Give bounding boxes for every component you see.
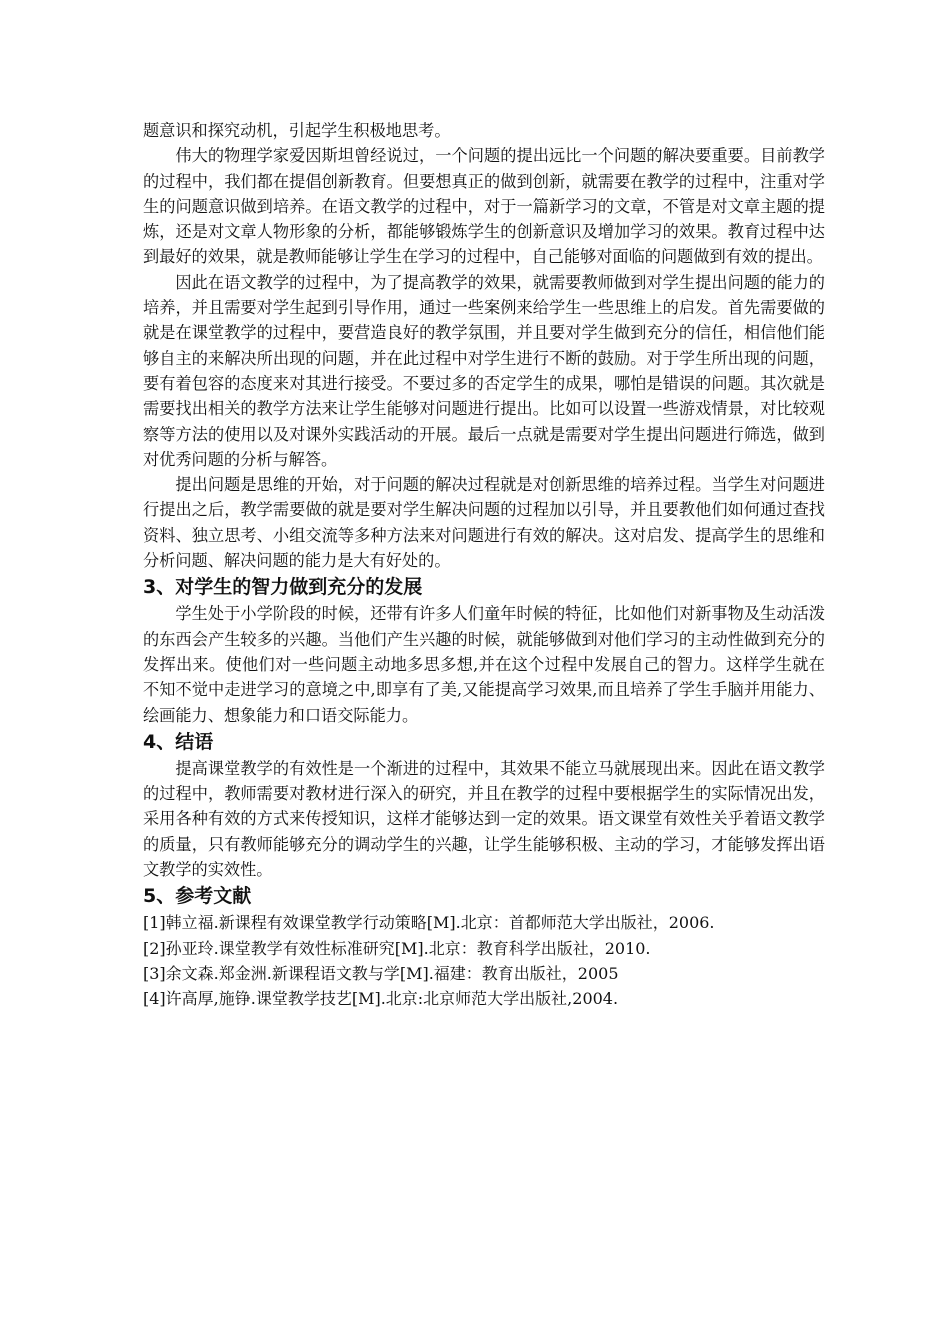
paragraph-questioning-ability: 因此在语文教学的过程中，为了提高教学的效果，就需要教师做到对学生提出问题的能力的培养，并且需要对学生起到引导作用，通过一些案例来给学生一些思维上的启发。首先需要做的就是在课堂教学的过程中，要营造良好的教学氛围，并且要对学生做到充分的信任，相信他们能够自主的来解决所出现的问题，并在此过程中对学生进行不断的鼓励。对于学生所出现的问题，要有着包容的态度来对其进行接受。不要过多的否定学生的成果，哪怕是错误的问题。其次就是需要找出相关的教学方法来让学生能够对问题进行提出。比如可以设置一些游戏情景，对比较观察等方法的使用以及对课外实践活动的开展。最后一点就是需要对学生提出问题进行筛选，做到对优秀问题的分析与解答。: [143, 272, 825, 469]
reference-item: [2]孙亚玲.课堂教学有效性标准研究[M].北京：教育科学出版社，2010.: [143, 938, 651, 958]
paragraph-continued: 题意识和探究动机，引起学生积极地思考。: [143, 121, 451, 140]
paragraph-problem-solving: 提出问题是思维的开始，对于问题的解决过程就是对创新思维的培养过程。当学生对问题进行提出之后，教学需要做的就是要对学生解决问题的过程加以引导，并且要教他们如何通过查找资料、独立思考、小组交流等多种方法来对问题进行有效的解决。这对启发、提高学生的思维和分析问题、解决问题的能力是大有好处的。: [143, 475, 825, 571]
reference-item: [3]余文森.郑金洲.新课程语文教与学[M].福建：教育出版社，2005: [143, 963, 619, 983]
reference-item: [1]韩立福.新课程有效课堂教学行动策略[M].北京：首都师范大学出版社，2006.: [143, 913, 715, 933]
document-page: [143, 118, 825, 1012]
section-4-paragraph: 提高课堂教学的有效性是一个渐进的过程中，其效果不能立马就展现出来。因此在语文教学的过程中，教师需要对教材进行深入的研究，并且在教学的过程中要根据学生的实际情况出发，采用各种有效的方式来传授知识，这样才能够达到一定的效果。语文课堂有效性关乎着语文教学的质量，只有教师能够充分的调动学生的兴趣，让学生能够积极、主动的学习，才能够发挥出语文教学的实效性。: [143, 758, 825, 880]
section-4-heading: 4、结语: [143, 730, 214, 753]
section-5-heading: 5、参考文献: [143, 885, 252, 908]
paragraph-einstein: 伟大的物理学家爱因斯坦曾经说过，一个问题的提出远比一个问题的解决要重要。目前教学的过程中，我们都在提倡创新教育。但要想真正的做到创新，就需要在教学的过程中，注重对学生的问题意识做到培养。在语文教学的过程中，对于一篇新学习的文章，不管是对文章主题的提炼，还是对文章人物形象的分析，都能够锻炼学生的创新意识及增加学习的效果。教育过程中达到最好的效果，就是教师能够让学生在学习的过程中，自己能够对面临的问题做到有效的提出。: [143, 146, 825, 267]
reference-list: [143, 910, 825, 1011]
section-3-paragraph: 学生处于小学阶段的时候，还带有许多人们童年时候的特征，比如他们对新事物及生动活泼的东西会产生较多的兴趣。当他们产生兴趣的时候，就能够做到对他们学习的主动性做到充分的发挥出来。使他们对一些问题主动地多思多想,并在这个过程中发展自己的智力。这样学生就在不知不觉中走进学习的意境之中,即享有了美,又能提高学习效果,而且培养了学生手脑并用能力、绘画能力、想象能力和口语交际能力。: [143, 604, 825, 725]
reference-item: [4]许高厚,施铮.课堂教学技艺[M].北京:北京师范大学出版社,2004.: [143, 989, 619, 1009]
section-3-heading: 3、对学生的智力做到充分的发展: [143, 576, 423, 599]
